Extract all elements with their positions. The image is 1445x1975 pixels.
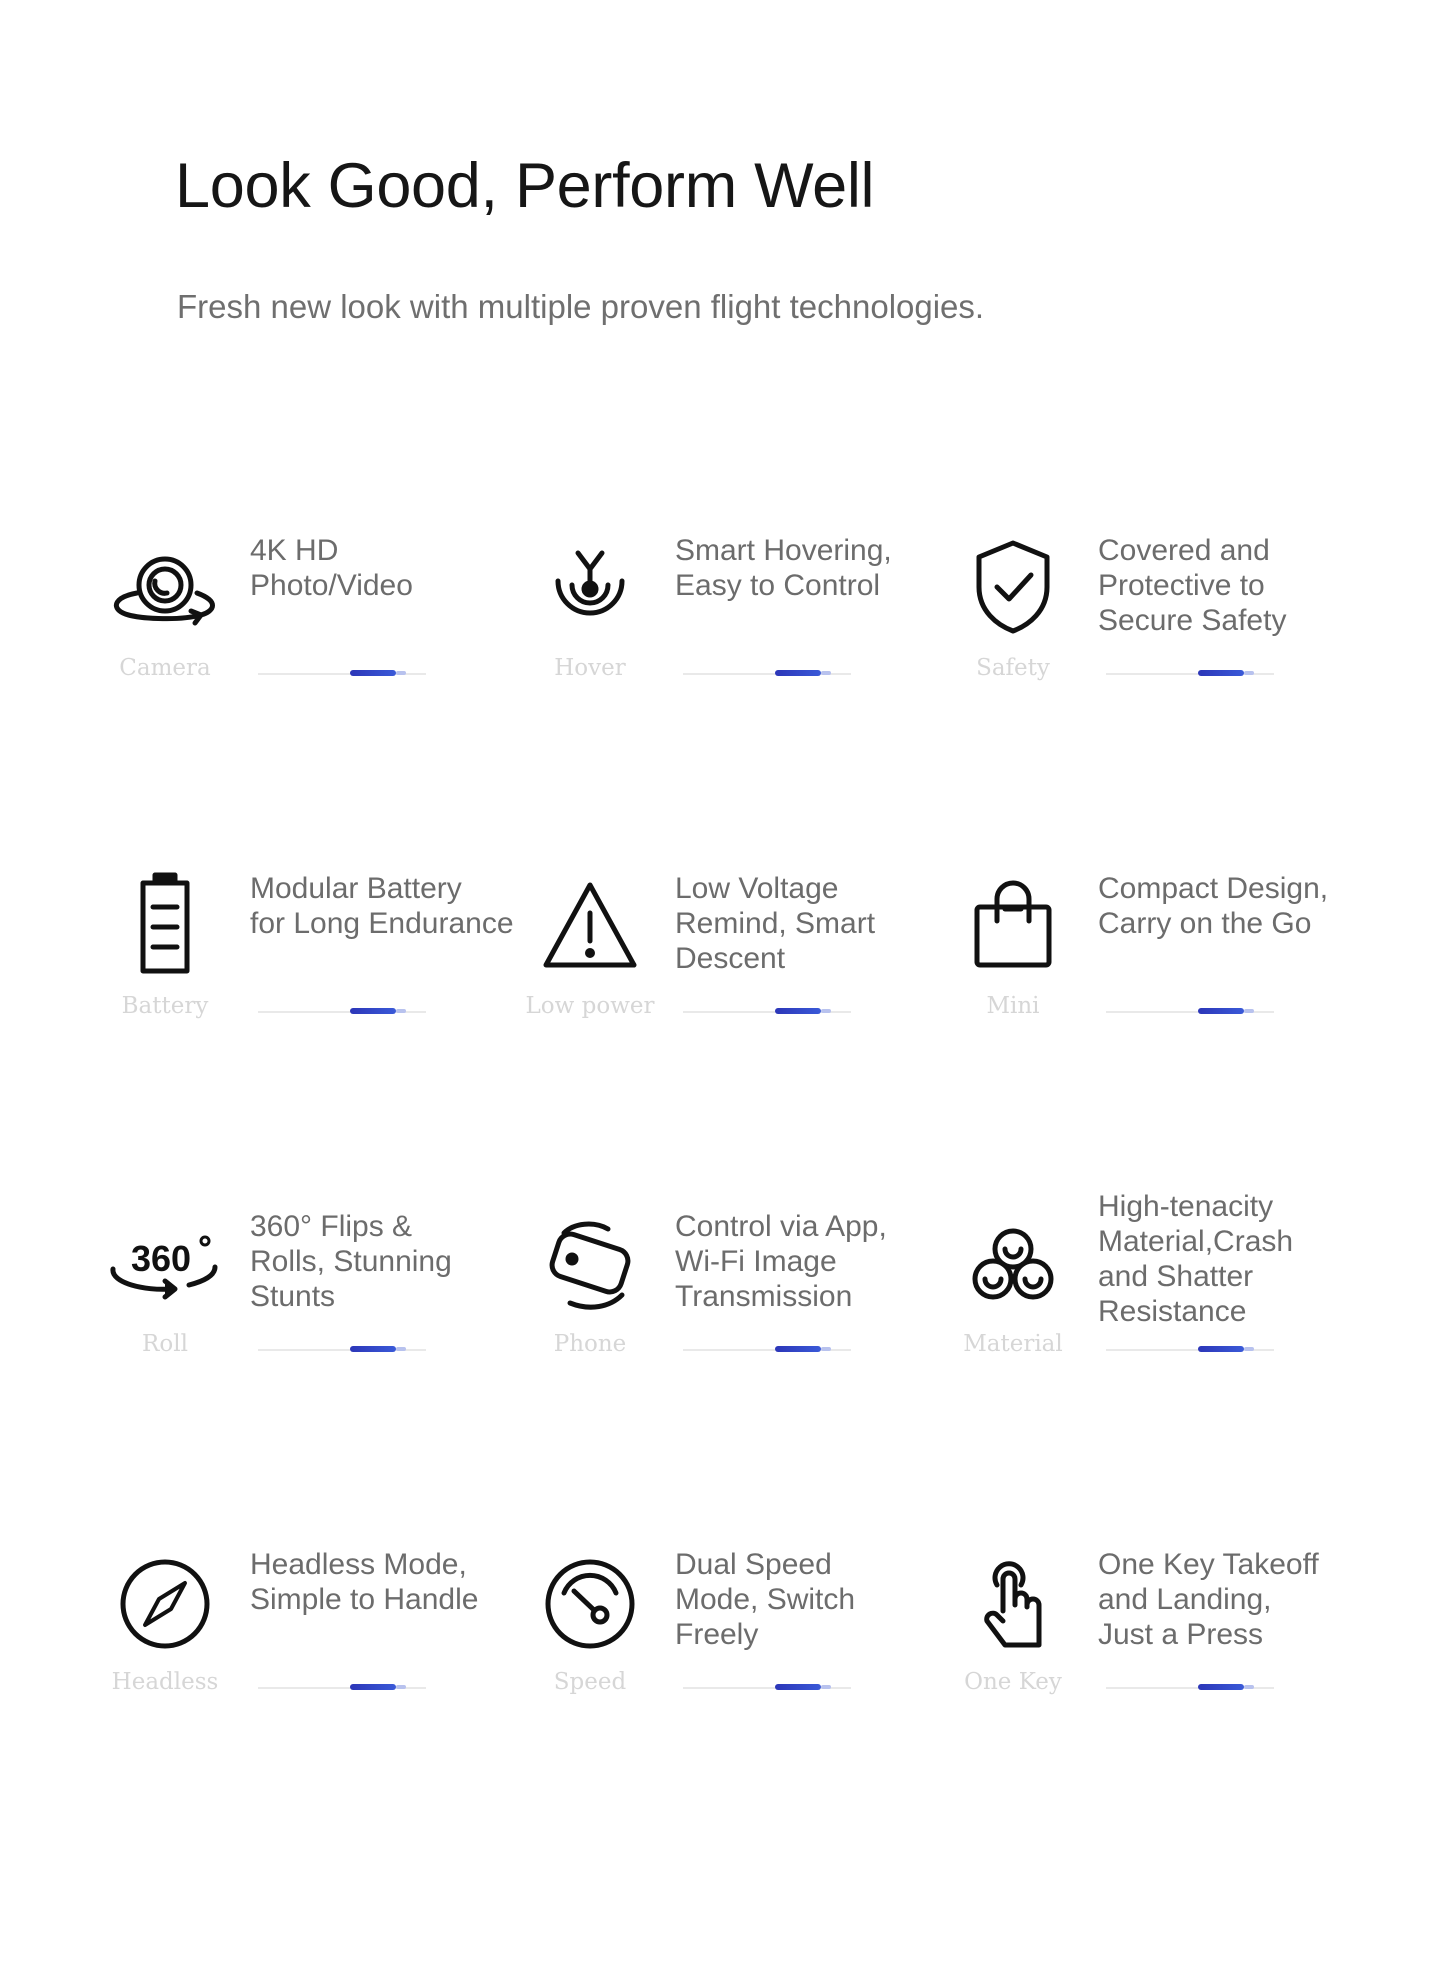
warning-triangle-icon <box>525 868 655 988</box>
feature-description: 4K HD Photo/Video <box>250 534 413 602</box>
feature-description: Compact Design, Carry on the Go <box>1098 872 1329 940</box>
feature-description: Modular Battery for Long Endurance <box>250 872 514 940</box>
feature-one-key <box>948 1544 1368 1744</box>
feature-label: Material <box>963 1331 1063 1357</box>
feature-low-power <box>525 868 945 1068</box>
feature-description: Covered and Protective to Secure Safety <box>1098 534 1287 637</box>
feature-camera <box>100 530 520 730</box>
feature-material <box>948 1190 1368 1406</box>
compass-icon <box>100 1544 230 1664</box>
battery-icon <box>100 868 230 988</box>
feature-description: Headless Mode, Simple to Handle <box>250 1548 479 1616</box>
feature-description: Smart Hovering, Easy to Control <box>675 534 892 602</box>
feature-label: Speed <box>553 1669 627 1695</box>
feature-label: Phone <box>553 1331 627 1357</box>
feature-speed <box>525 1544 945 1744</box>
feature-label: One Key <box>964 1669 1062 1695</box>
feature-label: Low power <box>525 993 655 1019</box>
feature-label: Hover <box>554 655 626 681</box>
svg-text:360: 360 <box>131 1238 192 1279</box>
feature-progress-bar <box>683 1684 851 1692</box>
speed-gauge-icon <box>525 1544 655 1664</box>
feature-progress-bar <box>1106 1346 1274 1354</box>
feature-description: Control via App, Wi-Fi Image Transmission <box>675 1210 887 1313</box>
feature-description: 360° Flips & Rolls, Stunning Stunts <box>250 1210 452 1313</box>
feature-progress-bar <box>258 1684 426 1692</box>
feature-phone <box>525 1206 945 1406</box>
feature-progress-bar <box>1106 1008 1274 1016</box>
shield-check-icon <box>948 530 1078 650</box>
feature-label: Camera <box>119 655 211 681</box>
feature-progress-bar <box>258 670 426 678</box>
hover-icon <box>525 530 655 650</box>
page-subtitle: Fresh new look with multiple proven flight technologies. <box>177 288 985 325</box>
feature-battery <box>100 868 520 1068</box>
feature-roll <box>100 1206 520 1406</box>
feature-description: High-tenacity Material,Crash and Shatter Resistance <box>1098 1190 1294 1328</box>
feature-label: Headless <box>111 1669 219 1695</box>
feature-label: Roll <box>142 1331 188 1357</box>
feature-label: Mini <box>986 993 1040 1019</box>
feature-safety <box>948 530 1368 730</box>
feature-hover <box>525 530 945 730</box>
handbag-icon <box>948 868 1078 988</box>
feature-description: Low Voltage Remind, Smart Descent <box>675 872 876 975</box>
feature-progress-bar <box>1106 670 1274 678</box>
feature-description: Dual Speed Mode, Switch Freely <box>675 1548 856 1651</box>
feature-progress-bar <box>683 1008 851 1016</box>
press-finger-icon <box>948 1544 1078 1664</box>
phone-rotate-icon <box>525 1206 655 1326</box>
feature-progress-bar <box>258 1008 426 1016</box>
camera-360-icon <box>100 530 230 650</box>
feature-progress-bar <box>683 670 851 678</box>
feature-progress-bar <box>683 1346 851 1354</box>
feature-label: Battery <box>121 993 209 1019</box>
roll-360-icon <box>100 1206 230 1326</box>
page-title: Look Good, Perform Well <box>175 151 875 221</box>
feature-mini <box>948 868 1368 1068</box>
feature-progress-bar <box>258 1346 426 1354</box>
feature-description: One Key Takeoff and Landing, Just a Press <box>1098 1548 1319 1651</box>
feature-label: Safety <box>976 655 1050 681</box>
feature-progress-bar <box>1106 1684 1274 1692</box>
material-circles-icon <box>948 1206 1078 1326</box>
feature-headless <box>100 1544 520 1744</box>
